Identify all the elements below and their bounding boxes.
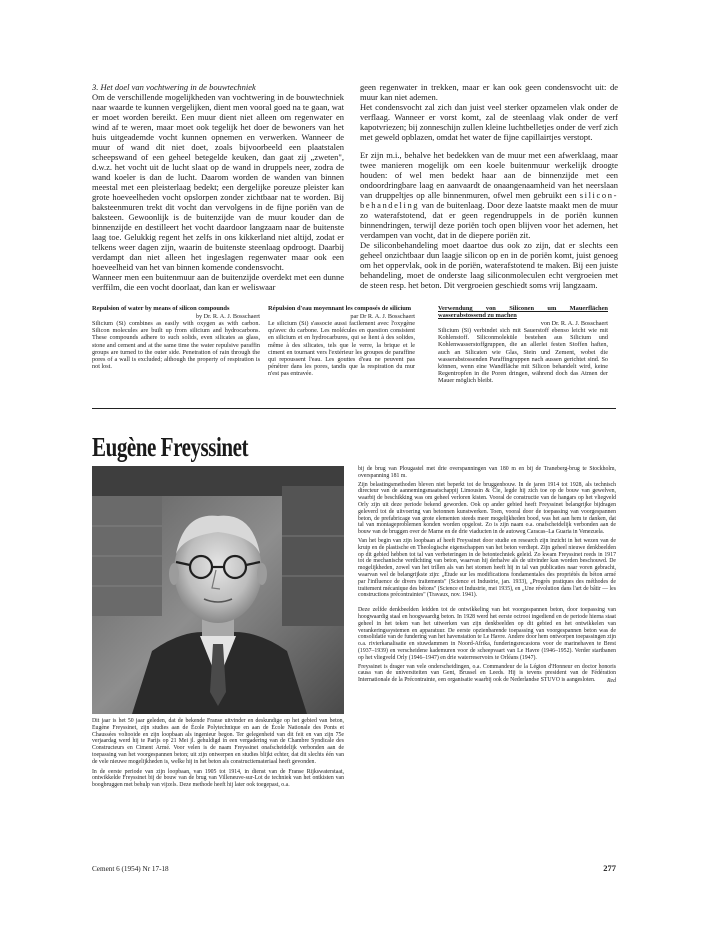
body-paragraph: Wanneer men een buitenmuur aan de buitenzijde overdekt met een dunne verffilm, die een vocht doorlaat, dan kan er weliswaar bbox=[92, 272, 344, 292]
body-text: van de buitenlaag. Door deze laatste maakt men de muur zo waterafstotend, dat er geen regendruppels in de poriën kunnen binnendringen, terwijl deze poriën toch open blijven voor het ademen, het verdampen van vocht, dat in de diepere poriën zit. bbox=[360, 200, 618, 240]
article-paragraph: Dit jaar is het 50 jaar geleden, dat de bekende Franse uitvinder en deskundige op het gebied van beton, Eugène Freyssinet, zijn studies aan de École Polytechnique en aan de École Nationale des Ponts et Chaussées voltooide en zijn loopbaan als ingenieur begon. Ter gelegenheid van dit feit en van zijn 75e verjaardag werd hij te Parijs op 21 Mei jl. gehuldigd in een vergadering van de Chambre Syndicale des Constructeurs en Ciment Armé. Voor velen is de naam Freyssinet onafscheidelijk verbonden aan de toepassing van het voorgespannen beton; uit zijn ontwerpen en studies blijkt echter, dat dit slechts één van de vele nieuwe mogelijkheden is, welke hij in het beton als constructiemateriaal heeft gevonden. bbox=[92, 718, 344, 765]
body-paragraph bbox=[360, 150, 618, 240]
article-title: Eugène Freyssinet bbox=[92, 432, 249, 462]
body-text: Er zijn m.i., behalve het bedekken van de muur met een afwerklaag, maar twee manieren mogelijk om een koele buitenmuur werkelijk droogte houden: of wel men bedekt haar aan de binnenzijde met een ondoordringbare laag en aanvaardt de onaangenaamheid van het neerslaan van druppeltjes op alle binnenmuren, ofwel men gebruikt een bbox=[360, 150, 618, 200]
body-paragraph: Het condensvocht zal zich dan juist veel sterker opzamelen vlak onder de verflaag. Wanneer er vorst komt, zal de steenlaag vlak onder de verf kapotvriezen; bij zonneschijn zullen kleine luchtbelletjes onder de verf zich met geweld opblazen, omdat het water de fijne capillairtjes verstopt. bbox=[360, 102, 618, 142]
body-paragraph: Om de verschillende mogelijkheden van vochtwering in de bouwtechniek naar waarde te kunnen vergelijken, dient men vooral goed na te gaan, wat er moet worden bereikt. Een muur dient niet alleen om regenwater en wind af te weren, maar moet ook tegelijk het doer de bewoners van het huis uitgeademde vocht kunnen opnemen en verwerken. Wanneer de muur of wand dit niet doet, zoals bijvoorbeeld een plaatstalen scheepswand of een geheel betegelde keuken, dan gaat zij „zweten", d.w.z. het vocht uit de lucht slaat op de wand in druppels neer, zodra de wand koeler is dan de lucht. Daarom worden de wanden van binnen meestal met een pleisterlaag bedekt; een dergelijke poreuze pleister kan grote hoeveelheden vocht opslorpen zonder zichtbaar nat te worden. Bij baksteenmuren trekt dit vocht dan vervolgens in de fijne poriën van de baksteen. Gewoonlijk is de buitenzijde van de muur kouder dan de binnenzijde en destilleert het vocht daardoor langzaam naar de buitenste laag toe. Gelukkig regent het zelfs in ons kikkerland niet altijd, zodat er telkens weer dagen zijn, waarin de buitenste steenlaag opdroogt. Daarbij verdampt dan niet alleen het ingeslagen regenwater maar ook een hoeveelheid van het van binnen komende condensvocht. bbox=[92, 92, 344, 272]
top-right-column bbox=[360, 82, 618, 290]
abstract-title: Repulsion of water by means of silicon compounds bbox=[92, 305, 230, 312]
abstract-german bbox=[438, 305, 608, 385]
article-paragraph: Zijn belastingsmethoden bleven niet beperkt tot de bruggenbouw. In de jaren 1914 tot 1928, als technisch directeur van de aannemingsmaatschappij Limousin & Cie, legde hij zich toe op de bouw van gewelven, waarbij de beschikking was om geheel verloren kisten. Vooral de constructie van de hangars op het vliegveld Orly zijn uit deze periode bekend geworden. Ook op ander gebied heeft Freyssinet belangrijke bijdragen geleverd tot de uitvoering van betonnen kunstwerken. Toen, vooral door de toepassing van voorgespannen beton, de prefabricage van grote elementen steeds meer mogelijkheden bood, was het aan hem te danken, dat tal van montageproblemen konden worden opgelost. Zo is zijn naam o.a. onafscheidelijk verbonden aan de bouw van de bruggen over de Marne en de drie viaducten in de autoweg Caracas–La Guaria in Venezuela. bbox=[358, 481, 616, 536]
body-paragraph: De siliconbehandeling moet daartoe dus ook zo zijn, dat er slechts een geheel onzichtbaar dun laagje silicon op en in de poriën komt, juist genoeg om het oppervlak, ook in de poriën, waterafstotend te maken. Bij een juiste behandeling, moet de onderste laag siliconmoleculen echt vergroeien met de steen resp. het beton. Dit vergroeien geschiedt soms vrij langzaam. bbox=[360, 240, 618, 290]
article-paragraph: Deze zelfde denkbeelden leidden tot de ontwikkeling van het voorgespannen beton, door toepassing van hoogwaardig staal en hoogwaardig beton. In 1928 werd het eerste octrooi ingediend en de periode hierna staat geheel in het teken van het uitwerken van zijn denkbeelden op dit gebied en het ontwikkelen van verankeringssystemen en apparatuur. De eerste opzienbarende toepassing van voorgespannen beton was de consolidatie van de fundering van het havenstation te Le Havre. Andere door hem ontworpen toepassingen zijn o.a. rivierkanalisatie en stuwdammen in Noord-Afrika, funderingsrecasions voor de marinehaven te Brest (1937–1939) en verscheidene kademuren voor de scheepvaart van Le Havre (1946–1952). Verder startbanen op het vliegveld Orly (1946–1947) en drie waterreservoirs te Orléans (1947). bbox=[358, 607, 616, 661]
article-paragraph: Freyssinet is drager van vele onderscheidingen, o.a. Commandeur de la Légion d'Honneur en doctor honoris causa van de universiteiten van Gent, Brussel en Leeds. Hij is tevens president van de Fédération Internationale de la Précontrainte, een organisatie waarbij ook de Nederlandse STUVO is aangesloten. bbox=[358, 663, 616, 684]
article-left-column bbox=[92, 718, 344, 789]
section-heading: 3. Het doel van vochtwering in de bouwtechniek bbox=[92, 82, 256, 92]
journal-citation: Cement 6 (1954) Nr 17-18 bbox=[92, 865, 169, 873]
article-paragraph: Van het begin van zijn loopbaan af heeft Freyssinet door studie en research zijn inzicht in het wezen van de kruip en de plastische en Theologische eigenschappen van het beton verdiept. Zijn geheel nieuwe denkbeelden op dit gebied hebben tot tal van verbeteringen in de betontechniek geleid. Zo kwam Freyssinet reeds in 1917 tot de mechanische verdichting van beton, waarvan hij derhalve als de uitvinder kan worden beschouwd. De mogelijkheden, zowel van het trillen als van het stomen heeft hij in tal van publicaties naar voren gebracht, waarvan wel de belangrijkste zijn: „Étude sur les modifications fondamentales des propriétés du béton armé par l'influence de divers traitements" (Science et Industrie, jan. 1933), „Progrès pratiques des méthodes de traitement mécanique des bétons" (Science et Industrie, mei 1935), en „Une révolution dans l'art de bâtir — les constructions précontraintes" (Travaux, nov. 1941). bbox=[358, 537, 616, 599]
body-paragraph: geen regenwater in trekken, maar er kan ook geen condensvocht uit: de muur kan niet ademen. bbox=[360, 82, 618, 102]
abstract-text: Silicium (Si) verbindet sich mit Sauerstoff ebenso leicht wie mit Kohlenstoff. Siliconmoleküle bestehen aus Silicium und Kohlenwasserstoffgruppen, die an allerlei festen Stoffen haften, auch an Silicaten wie Glas, Stein und Zement, wobei die wasserabstossenden Paraffingruppen nach aussen gerichtet sind. So können, wenn eine Wandfläche mit Silicon behandelt wird, keine Regentropfen in die Poren dringen, während doch das Atmen der Mauer möglich bleibt. bbox=[438, 327, 608, 385]
page-number: 277 bbox=[603, 863, 616, 873]
abstract-english bbox=[92, 305, 260, 370]
abstract-author: von Dr. R. A. J. Bosschaert bbox=[540, 320, 608, 327]
article-right-column bbox=[358, 466, 616, 685]
top-left-column bbox=[92, 82, 344, 292]
abstract-french bbox=[268, 305, 415, 378]
article-paragraph: In de eerste periode van zijn loopbaan, van 1905 tot 1914, in dienst van de Franse Rijkswaterstaat, ontwikkelde Freyssinet bij de bouw van de brug van Villeneuve-sur-Lot de techniek van het ontkisten van boogbruggen met behulp van vijzels. Deze methode heeft hij later ook toegepast, o.a. bbox=[92, 768, 344, 789]
abstract-title: Verwendung von Siliconen um Mauerflächen wasserabstossend zu machen bbox=[438, 305, 608, 319]
portrait-photo bbox=[92, 466, 344, 714]
abstract-text: Silicium (Si) combines as easily with oxygen as with carbon. Silicon molecules are built up from silicium and hydrocarbons. These compounds adhere to such solids, even silicates as glass, stone and cement and at the same time the water repulsive paraffin groups are turned to the outer side. Penetration of rain through the pores of a wall is excluded; although the property of respiration is not lost. bbox=[92, 320, 260, 371]
section-divider bbox=[92, 408, 616, 409]
article-paragraph: bij de brug van Plougastel met drie overspanningen van 180 m en bij de Traneberg-brug te Stockholm, overspanning 181 m. bbox=[358, 466, 616, 479]
abstract-text: Le silicium (Si) s'associe aussi facilement avec l'oxygène qu'avec du carbone. Les molécules en question consistent en silicium et en hydrocarbures, qui se lient à des solides, même à des silicates, tels que le verre, la brique et le ciment en tournant vers l'extérieur les groupes de paraffine qui repoussent l'eau. Les gouttes d'eau ne peuvent pas pénétrer dans les pores, tandis que la respiration du mur n'est pas entravée. bbox=[268, 320, 415, 378]
abstract-author: by Dr. R. A. J. Bosschaert bbox=[195, 313, 260, 320]
emphasis-text: silicon-behandeling bbox=[360, 190, 618, 210]
editor-signature: Red bbox=[606, 677, 616, 684]
abstract-author: par Dr R. A. J. Bosschaert bbox=[350, 313, 415, 320]
abstract-title: Répulsion d'eau moyennant les composés de silicium bbox=[268, 305, 412, 312]
portrait-image bbox=[92, 466, 344, 714]
